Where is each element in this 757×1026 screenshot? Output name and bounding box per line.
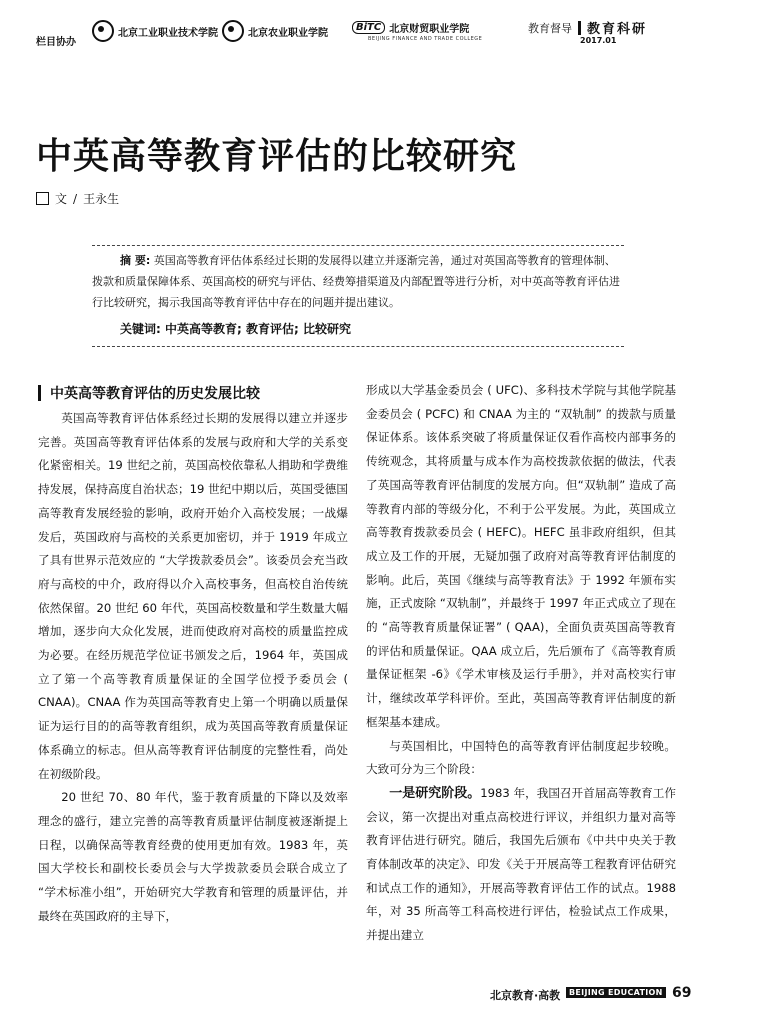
sponsor-1 [92,20,218,42]
author-separator: / [73,191,78,206]
sponsor-3-subtitle: BEIJING FINANCE AND TRADE COLLEGE [368,36,483,42]
stage-label: 一是研究阶段。 [389,785,481,801]
keywords-line [120,320,351,337]
page-footer [0,982,757,1022]
journal-right-label: 教育科研 [587,22,648,37]
body-paragraph: 与英国相比，中国特色的高等教育评估制度起步较晚。大致可分为三个阶段： [366,738,676,777]
keywords-text: 中英高等教育; 教育评估; 比较研究 [165,322,351,336]
journal-left-label: 教育督导 [528,21,572,35]
article-title: 中英高等教育评估的比较研究 [36,135,518,177]
sponsor-1-name: 北京工业职业技术学院 [118,27,218,39]
body-paragraph: 形成以大学基金委员会 ( UFC)、多科技术学院与其他学院基金委员会 ( PCFC) 和 CNAA 为主的 “双轨制” 的拨款与质量保证体系。该体系突破了将质量保证仅看作高校内部事务的传统观念，其将质量与成本作为高校拨款依据的做法，代表了英国高等教育评估制度的发展方向。但“双轨制” 造成了高等教育内部的等级分化，不利于公平发展。为此，英国成立高等教育拨款委员会 ( HEFC)。HEFC 虽非政府组织，但其成立及工作的开展，无疑加强了政府对高等教育评估制度的影响。此后，英国《继续与高等教育法》于 1992 年颁布实施，正式废除 “双轨制”，并最终于 1997 年正式成立了现在的 “高等教育质量保证署” ( QAA)，全面负责英国高等教育的评估和质量保证。QAA 成立后，先后颁布了《高等教育质量保证框架 -6》《学术审核及运行手册》，并对高校实行审计，继续改革学科评价。至此，英国高等教育评估制度的新框架基本建成。 [366,383,676,729]
issue-number: 2017.01 [580,36,617,45]
abstract-box [92,245,624,347]
abstract-paragraph [92,250,624,313]
section-bar-icon [38,385,41,401]
page-number: 69 [672,985,692,1001]
sponsor-2 [222,20,328,42]
page-header [0,0,757,60]
sponsor-3-name: 北京财贸职业学院 [389,24,470,35]
stage-text: 1983 年，我国召开首届高等教育工作会议，第一次提出对重点高校进行评议，并组织力量对高等教育评估进行研究。随后，我国先后颁布《中共中央关于教育体制改革的决定》、印发《关于开展高等工程教育评估研究和试点工作的通知》，开展高等教育评估工作的试点。1988 年，对 35 所高等工科高校进行评估，检验试点工作成果，并提出建立 [366,785,676,943]
author-line [36,190,119,207]
body-paragraph [366,782,676,948]
left-column [38,380,348,928]
school-seal-icon [92,20,114,42]
sponsor-3-logo: BiTC [352,21,385,34]
body-paragraph: 英国高等教育评估体系经过长期的发展得以建立并逐步完善。英国高等教育评估体系的发展与政府和大学的关系变化紧密相关。19 世纪之前，英国高校依靠私人捐助和学费维持发展，保持高度自治状态；19 世纪中期以后，英国受德国高等教育发展经验的影响，政府开始介入高校发展；一战爆发后，英国政府与高校的关系更加密切，并于 1919 年成立了具有世界示范效应的 “大学拨款委员会”。该委员会充当政府与高校的中介，政府得以介入高校事务，但高校自治传统依然保留。20 世纪 60 年代，英国高校数量和学生数量大幅增加，逐步向大众化发展，进而使政府对高校的质量监控成为必要。在经历规范学位证书颁发之后，1964 年，英国成立了第一个高等教育质量保证的全国学位授予委员会 ( CNAA)。CNAA 作为英国高等教育史上第一个明确以质量保证为运行目的的高等教育组织，成为英国高等教育质量保证体系确立的标志。但从高等教育评估制度的完整性看，尚处在初级阶段。 [38,411,348,781]
sponsor-3 [352,20,469,35]
keywords-label: 关键词: [120,322,161,336]
square-icon [36,192,49,205]
footer-journal-en: BEIJING EDUCATION [566,987,666,998]
school-seal-icon [222,20,244,42]
body-paragraph: 20 世纪 70、80 年代，鉴于教育质量的下降以及效率理念的盛行，建立完善的高等教育质量评估制度被逐渐提上日程，以确保高等教育经费的使用更加有效。1983 年，英国大学校长和副校长委员会与大学拨款委员会联合成立了 “学术标准小组”，开始研究大学教育和管理的质量评估，并最终在英国政府的主导下， [38,790,348,923]
abstract-label: 摘 要: [120,254,151,267]
section-heading [38,380,348,406]
sponsor-2-name: 北京农业职业学院 [248,27,328,39]
journal-section [528,18,647,37]
abstract-text: 英国高等教育评估体系经过长期的发展得以建立并逐渐完善，通过对英国高等教育的管理体制、拨款和质量保障体系、英国高校的研究与评估、经费筹措渠道及内部配置等进行分析，对中英高等教育评估进行比较研究，揭示我国高等教育评估中存在的问题并提出建议。 [92,254,620,309]
column-tag: 栏目协办 [36,37,76,48]
right-column [366,379,676,948]
footer-journal: 北京教育·高教 [490,989,561,1002]
author-prefix: 文 [55,192,68,206]
section-title: 中英高等教育评估的历史发展比较 [50,386,260,402]
author-name: 王永生 [83,192,120,206]
divider-bar-icon [578,21,581,35]
